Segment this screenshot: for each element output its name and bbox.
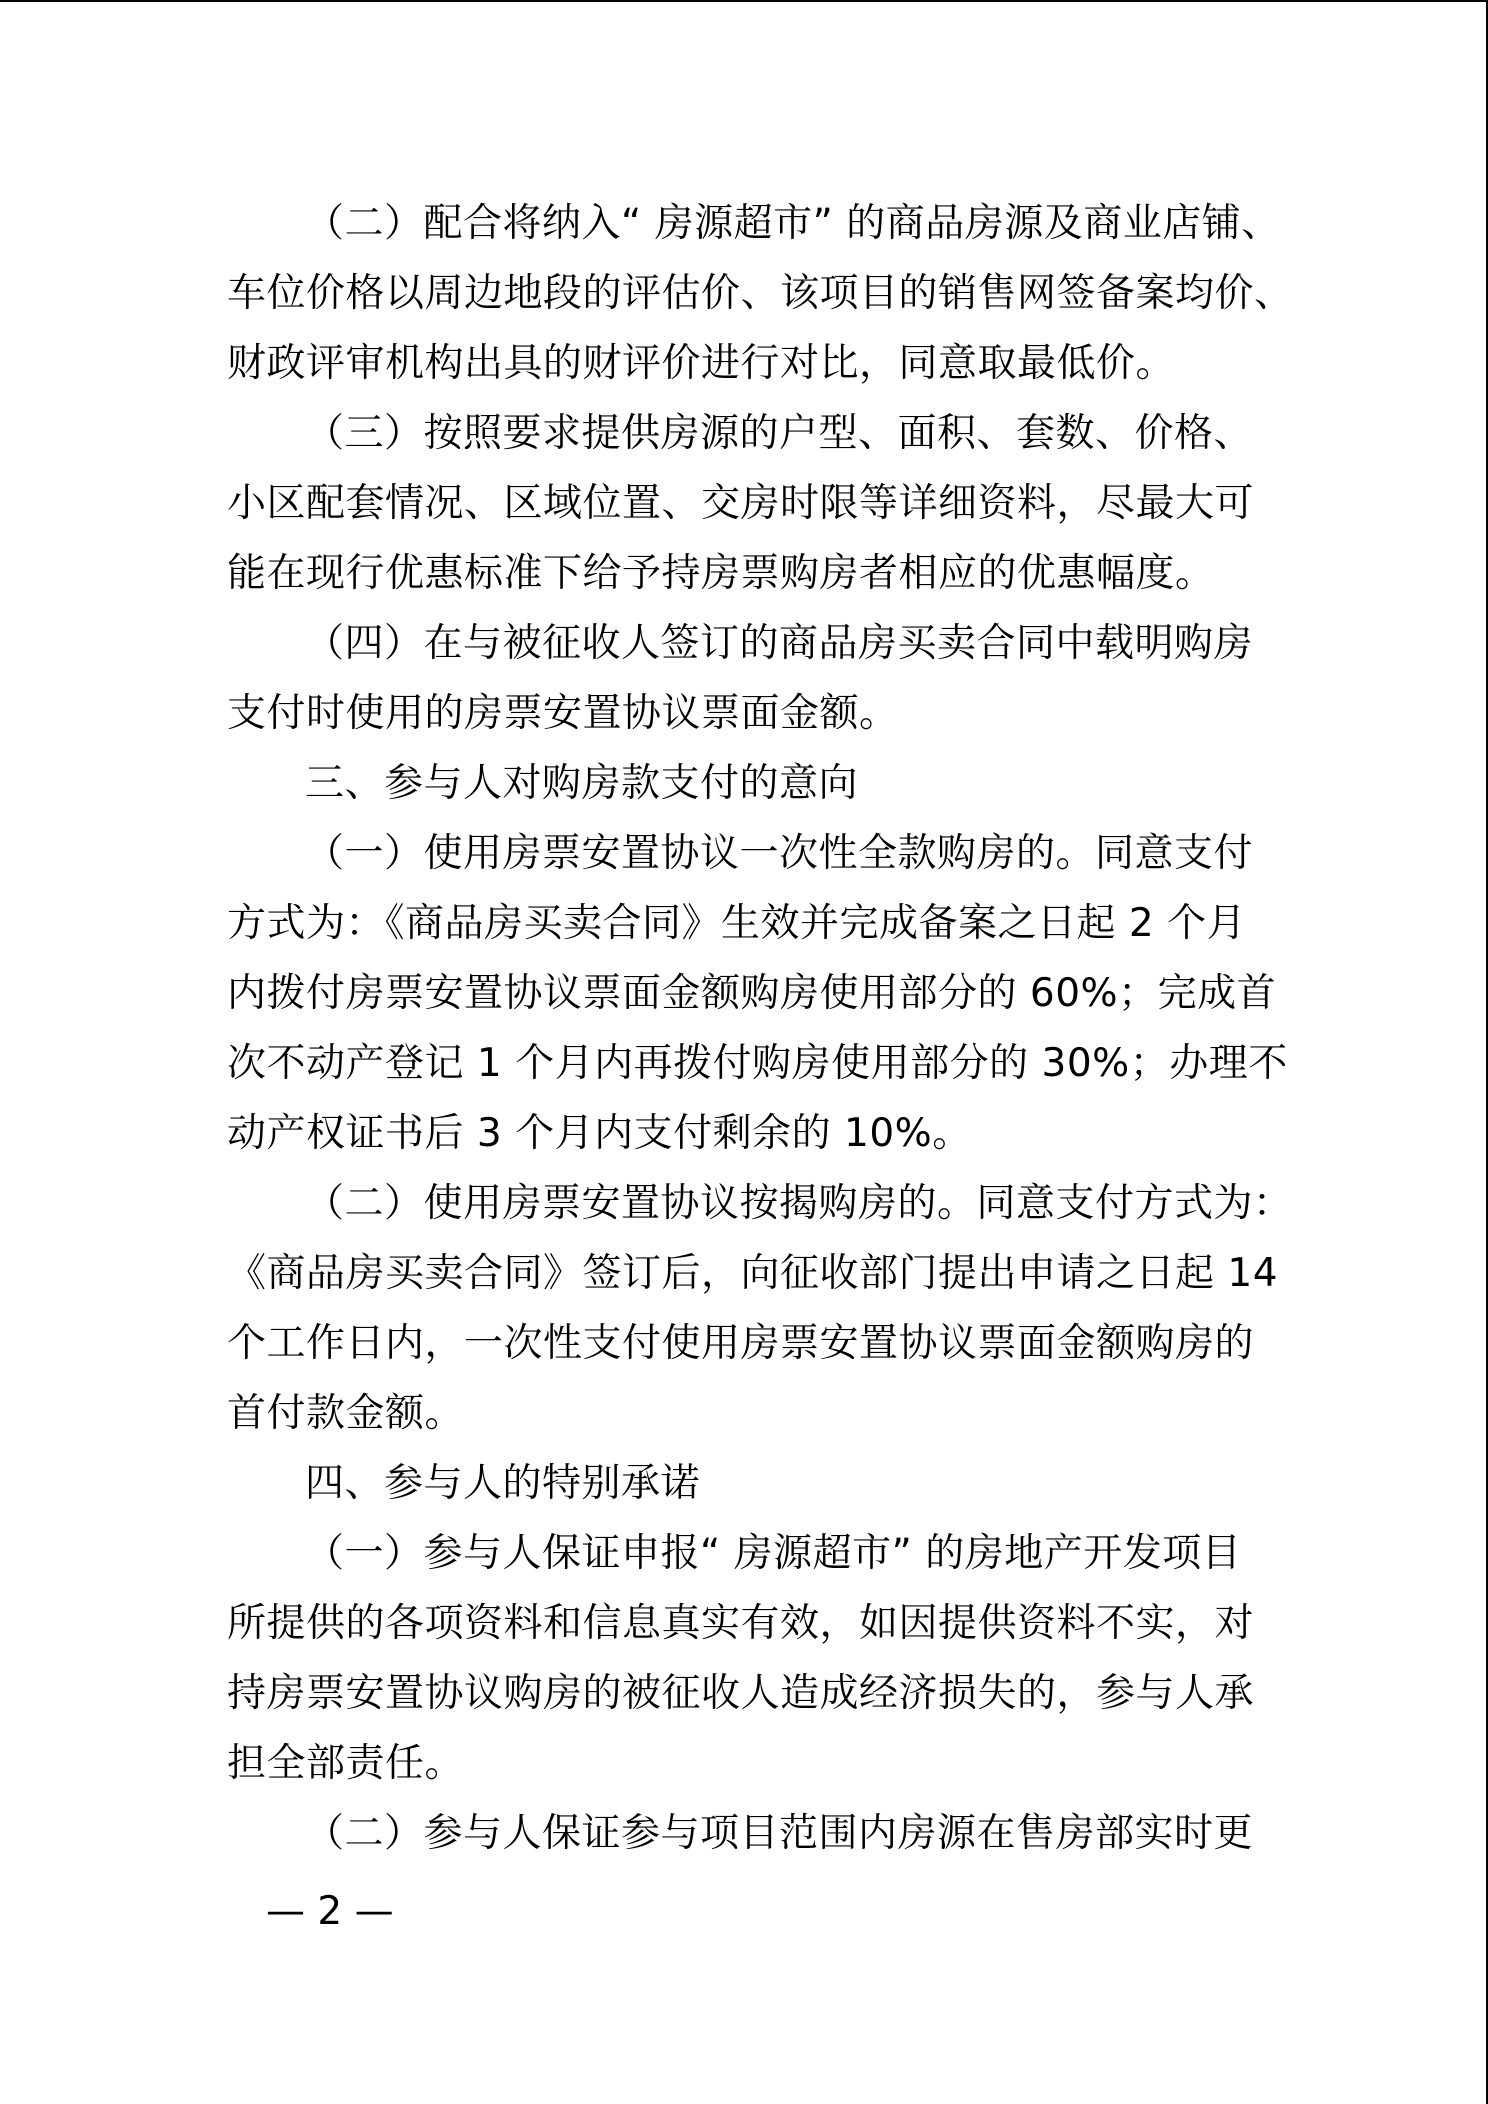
paragraph-line-21: 所提供的各项资料和信息真实有效，如因提供资料不实，对 bbox=[227, 1601, 1255, 1646]
paragraph-line-3: 财政评审机构出具的财评价进行对比，同意取最低价。 bbox=[227, 341, 1176, 386]
paragraph-line-15: （二）使用房票安置协议按揭购房的。同意支付方式为： bbox=[305, 1181, 1293, 1226]
paragraph-line-24: （二）参与人保证参与项目范围内房源在售房部实时更 bbox=[305, 1811, 1254, 1856]
paragraph-line-7: （四）在与被征收人签订的商品房买卖合同中载明购房 bbox=[305, 621, 1254, 666]
paragraph-line-12: 内拨付房票安置协议票面金额购房使用部分的 60%；完成首 bbox=[227, 971, 1277, 1016]
paragraph-line-18: 首付款金额。 bbox=[227, 1391, 465, 1436]
paragraph-line-5: 小区配套情况、区域位置、交房时限等详细资料，尽最大可 bbox=[227, 481, 1255, 526]
paragraph-line-2: 车位价格以周边地段的评估价、该项目的销售网签备案均价、 bbox=[227, 271, 1294, 316]
paragraph-line-16: 《商品房买卖合同》签订后，向征收部门提出申请之日起 14 bbox=[227, 1251, 1279, 1296]
paragraph-line-22: 持房票安置协议购房的被征收人造成经济损失的，参与人承 bbox=[227, 1671, 1255, 1716]
paragraph-line-23: 担全部责任。 bbox=[227, 1741, 465, 1786]
paragraph-line-17: 个工作日内，一次性支付使用房票安置协议票面金额购房的 bbox=[227, 1321, 1255, 1366]
paragraph-line-8: 支付时使用的房票安置协议票面金额。 bbox=[227, 691, 899, 736]
paragraph-line-11: 方式为：《商品房买卖合同》生效并完成备案之日起 2 个月 bbox=[227, 901, 1247, 946]
paragraph-line-13: 次不动产登记 1 个月内再拨付购房使用部分的 30%；办理不 bbox=[227, 1041, 1288, 1086]
section-heading-3: 三、参与人对购房款支付的意向 bbox=[305, 761, 859, 806]
paragraph-line-20: （一）参与人保证申报“ 房源超市” 的房地产开发项目 bbox=[305, 1531, 1242, 1576]
paragraph-line-14: 动产权证书后 3 个月内支付剩余的 10%。 bbox=[227, 1111, 972, 1156]
page-number: — 2 — bbox=[266, 1889, 394, 1934]
paragraph-line-6: 能在现行优惠标准下给予持房票购房者相应的优惠幅度。 bbox=[227, 551, 1215, 596]
paragraph-line-1: （二）配合将纳入“ 房源超市” 的商品房源及商业店铺、 bbox=[305, 201, 1281, 246]
paragraph-line-4: （三）按照要求提供房源的户型、面积、套数、价格、 bbox=[305, 411, 1254, 456]
section-heading-4: 四、参与人的特别承诺 bbox=[305, 1461, 701, 1506]
paragraph-line-10: （一）使用房票安置协议一次性全款购房的。同意支付 bbox=[305, 831, 1254, 876]
